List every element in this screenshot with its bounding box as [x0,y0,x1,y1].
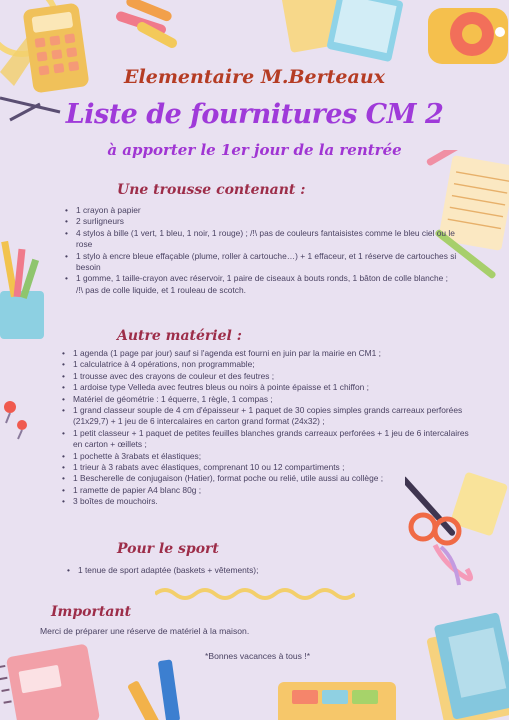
list-item: • 1 calculatrice à 4 opérations, non programmable; [62,359,474,370]
list-item: • 1 ardoise type Velleda avec feutres bleus ou noirs à pointe épaisse et 1 chiffon ; [62,382,474,393]
list-item: • Matériel de géométrie : 1 équerre, 1 règle, 1 compas ; [62,394,474,405]
list-item: • 1 trousse avec des crayons de couleur et des feutres ; [62,371,474,382]
books-illustration [425,610,509,720]
list-item: • 1 pochette à 3rabats et élastiques; [62,451,474,462]
list-item: • 1 crayon à papier [65,205,457,216]
important-note: Merci de préparer une réserve de matériel à la maison. [40,626,250,636]
section-heading-sport: Pour le sport [117,541,219,557]
crayons-illustration [128,650,198,720]
section-heading-trousse: Une trousse contenant : [117,182,306,198]
trousse-list [65,205,457,296]
pencil-case-illustration [272,668,402,720]
school-name: Elementaire M.Berteaux [124,66,385,88]
list-item: • 1 grand classeur souple de 4 cm d'épaisseur + 1 paquet de 30 copies simples grands carreaux perforées (21x29,7) + 1 jeu de 6 intercalaires en carton grand format (24x32) ; [62,405,474,428]
closing-message: *Bonnes vacances à tous !* [205,651,311,661]
list-item: • 2 surligneurs [65,216,457,227]
list-item: • 1 Bescherelle de conjugaison (Hatier), format poche ou relié, utile aussi au collège ; [62,473,474,484]
list-item: • 4 stylos à bille (1 vert, 1 bleu, 1 noir, 1 rouge) ; /!\ pas de couleurs fantaisistes comme le bleu ciel ou le rose [65,228,457,251]
page-title: Liste de fournitures CM 2 [65,99,444,130]
list-item: • 1 petit classeur + 1 paquet de petites feuilles blanches grands carreaux perforées + 1 jeu de 6 intercalaires en carton + œillets ; [62,428,474,451]
list-item: • 1 ramette de papier A4 blanc 80g ; [62,485,474,496]
page-subtitle: à apporter le 1er jour de la rentrée [107,141,402,159]
list-item: • 1 trieur à 3 rabats avec élastiques, comprenant 10 ou 12 compartiments ; [62,462,474,473]
list-item: • 1 agenda (1 page par jour) sauf si l'agenda est fourni en juin par la mairie en CM1 ; [62,348,474,359]
markers-illustration [105,0,195,60]
autre-list [62,348,474,508]
bottom-left-notebook-illustration [0,640,110,720]
notepad-illustration [272,0,412,62]
list-item: • 1 stylo à encre bleue effaçable (plume, roller à cartouche…) + 1 effaceur, et 1 réserve de cartouches si besoin [65,251,457,274]
pushpins-illustration [0,395,34,440]
sport-list [67,565,447,576]
tape-dispenser-illustration [420,0,509,70]
list-item: • 3 boîtes de mouchoirs. [62,496,474,507]
section-heading-important: Important [51,604,132,620]
pencil-cup-illustration [0,235,50,345]
section-heading-autre: Autre matériel : [117,328,242,344]
swirl-divider [155,586,355,602]
list-item: • 1 tenue de sport adaptée (baskets + vêtements); [67,565,447,576]
list-item: • 1 gomme, 1 taille-crayon avec réservoir, 1 paire de ciseaux à bouts ronds, 1 bâton de colle blanche ; /!\ pas de colle liquide, et 1 rouleau de scotch. [65,273,457,296]
